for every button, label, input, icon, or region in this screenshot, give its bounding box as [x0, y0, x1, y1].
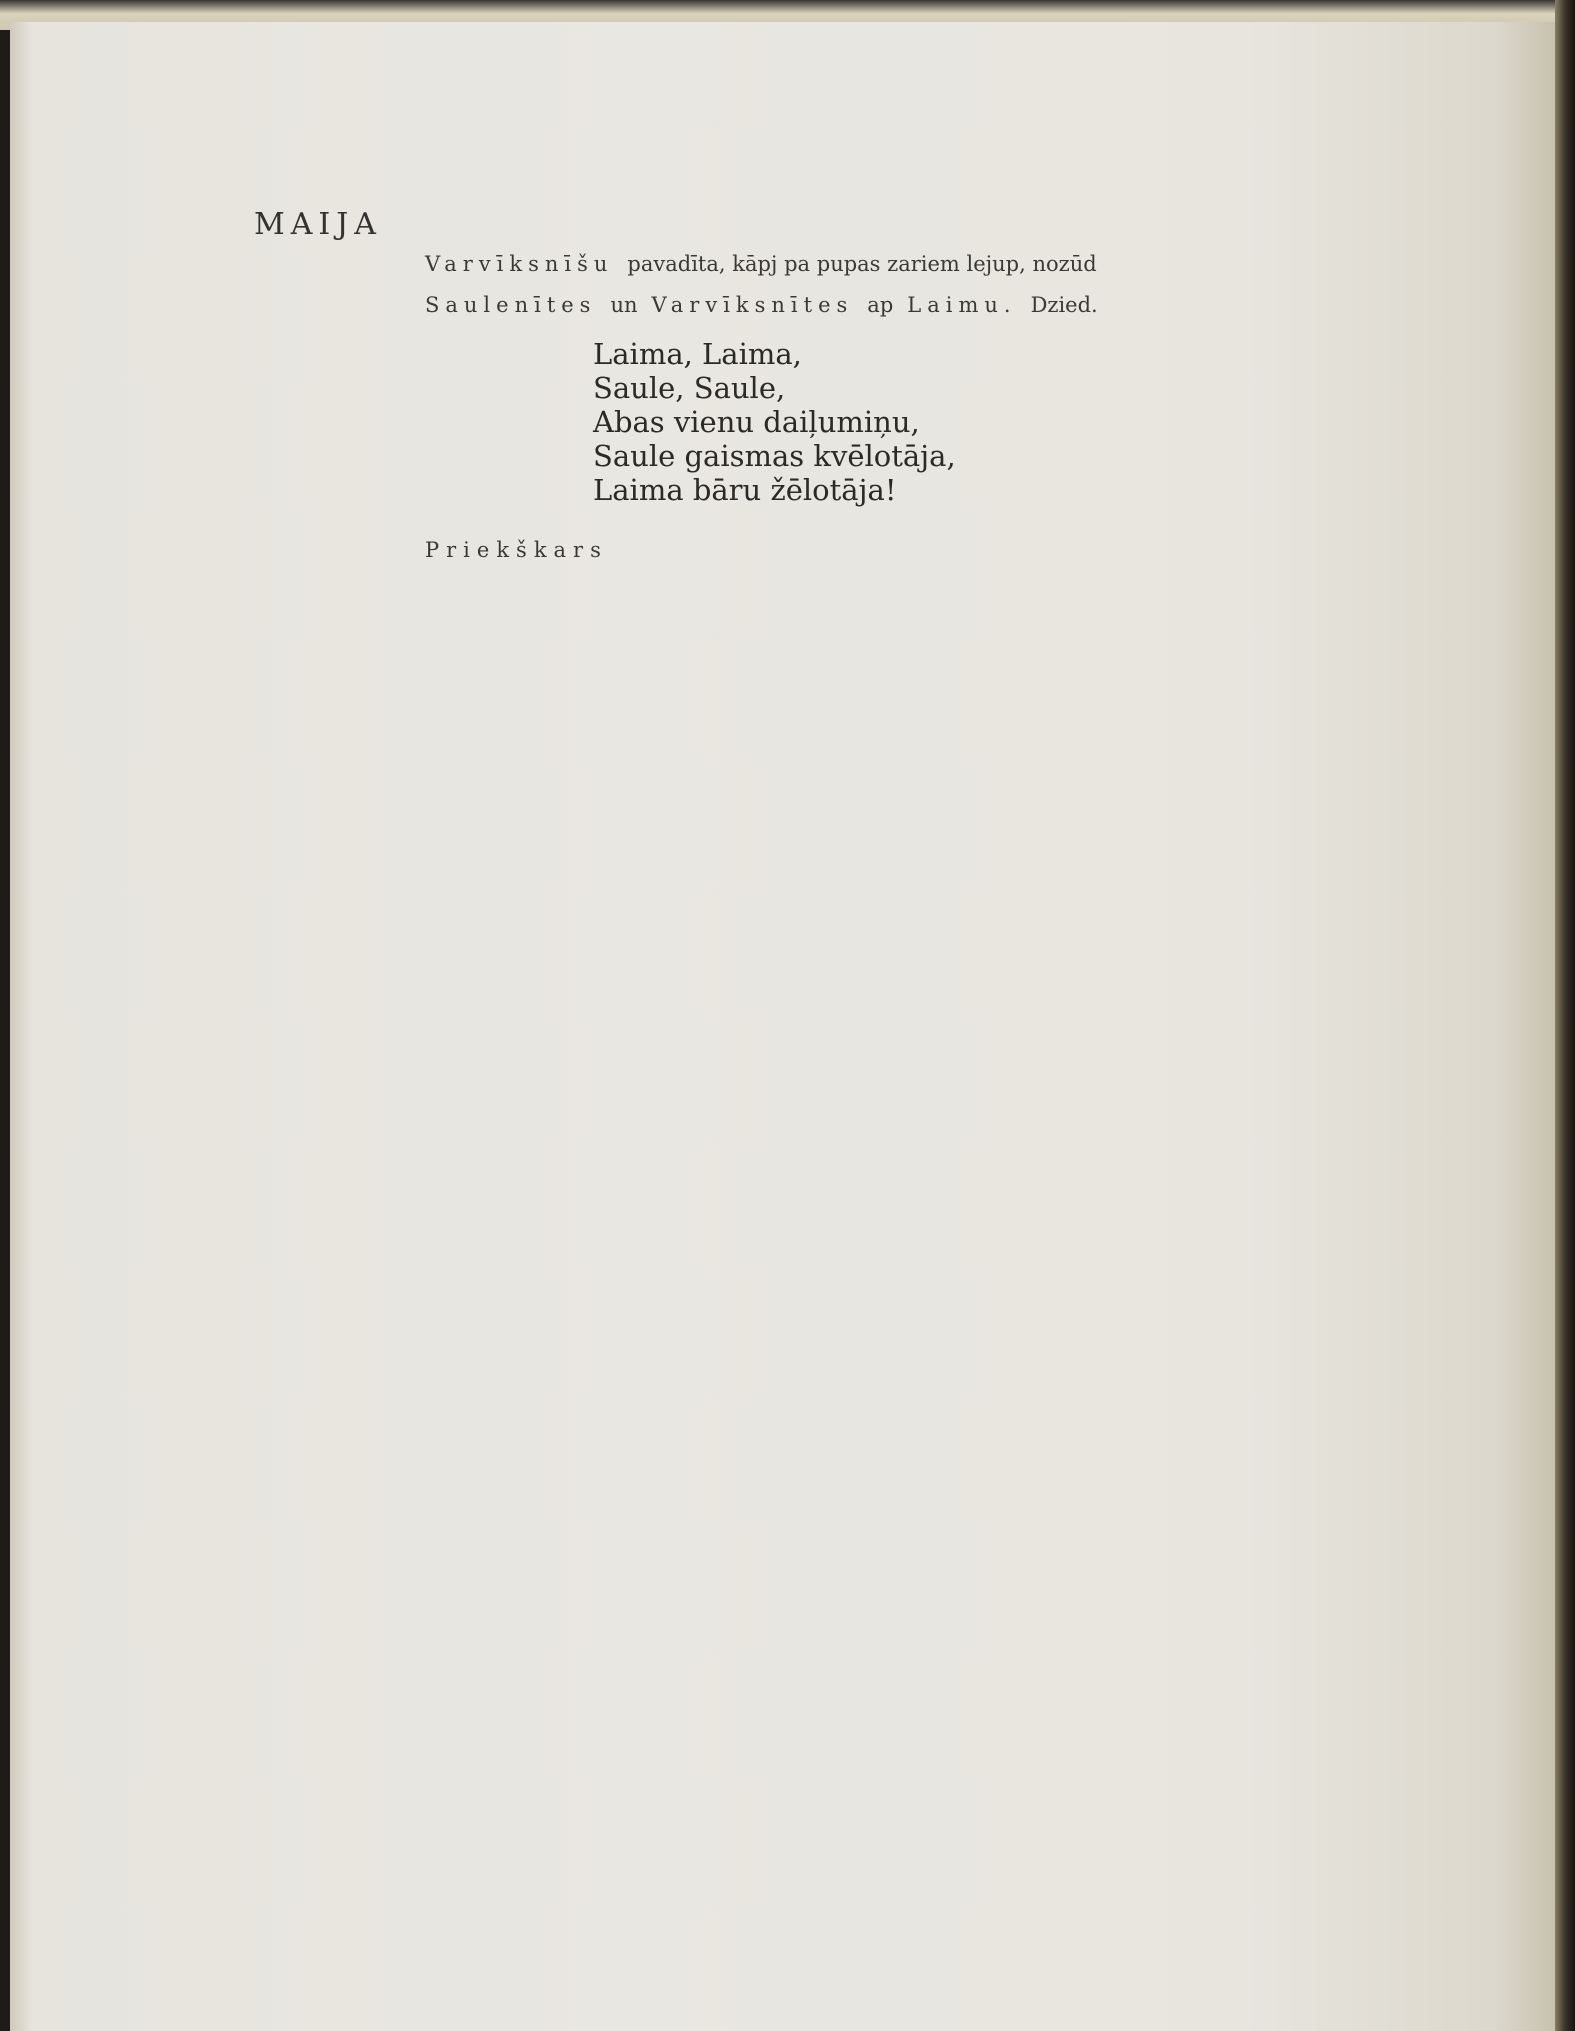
stage-direction-text: ap	[867, 293, 894, 317]
song-line: Laima, Laima,	[593, 337, 802, 371]
song-line: Laima bāru žēlotāja!	[593, 473, 897, 507]
song-line: Saule gaismas kvēlotāja,	[593, 439, 956, 473]
stage-direction-line-1	[425, 252, 1097, 276]
speaker-name: MAIJA	[254, 207, 382, 242]
book-page	[10, 22, 1555, 2031]
song-line: Saule, Saule,	[593, 371, 786, 405]
song-line: Abas vienu daiļumiņu,	[593, 405, 920, 439]
stage-direction-spaced-word: Saulenītes	[425, 293, 597, 317]
stage-direction-spaced-word: Laimu.	[907, 293, 1017, 317]
book-binding-edge	[1555, 0, 1575, 2031]
stage-direction-text: Dzied.	[1030, 293, 1098, 317]
stage-direction-text: pavadīta, kāpj pa pupas zariem lejup, nozūd	[627, 252, 1097, 276]
stage-direction-spaced-word: Varvīksnīšu	[425, 252, 614, 276]
curtain-direction: Priekškars	[425, 538, 608, 562]
stage-direction-spaced-word: Varvīksnītes	[651, 293, 854, 317]
stage-direction-line-2	[425, 293, 1098, 317]
stage-direction-text: un	[610, 293, 638, 317]
page-left-shadow	[10, 22, 32, 2031]
song-verse	[593, 337, 956, 507]
